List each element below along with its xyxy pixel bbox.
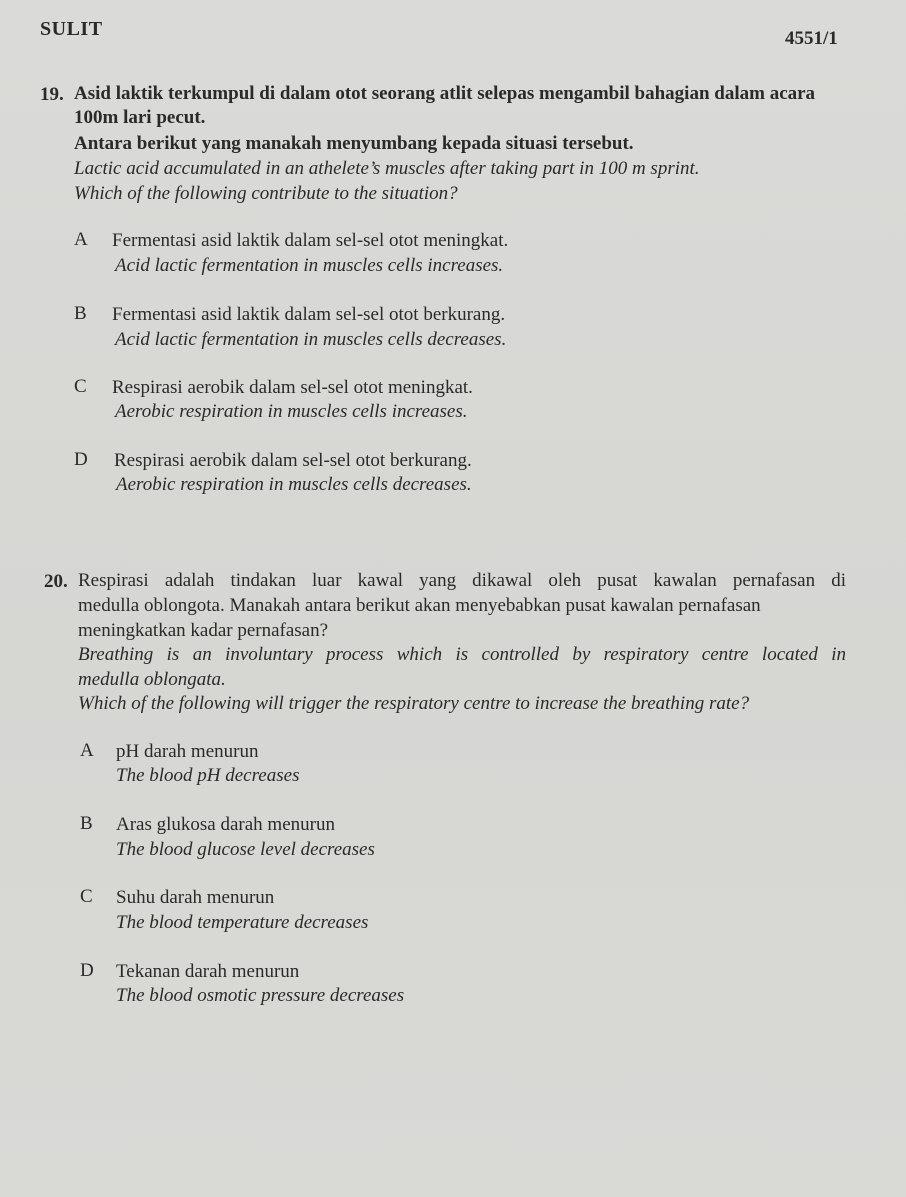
- question-20-stem-en-line1: Breathing is an involuntary process which is controlled by respiratory centre located in: [78, 644, 846, 665]
- q19-option-d-letter: D: [74, 449, 88, 470]
- q19-option-d-ms: Respirasi aerobik dalam sel-sel otot berkurang.: [114, 450, 472, 471]
- q20-option-c-en: The blood temperature decreases: [116, 912, 369, 933]
- q20-option-b-ms: Aras glukosa darah menurun: [116, 814, 335, 835]
- paper-code: 4551/1: [785, 28, 838, 49]
- q20-option-d-ms: Tekanan darah menurun: [116, 961, 300, 982]
- question-20-stem-en-line2: medulla oblongata.: [78, 669, 226, 690]
- q20-option-a-en: The blood pH decreases: [116, 765, 300, 786]
- q19-option-c-ms: Respirasi aerobik dalam sel-sel otot meningkat.: [112, 377, 473, 398]
- q19-option-b-letter: B: [74, 303, 87, 324]
- question-20-number: 20.: [44, 571, 68, 592]
- q19-option-a-ms: Fermentasi asid laktik dalam sel-sel otot meningkat.: [112, 230, 509, 251]
- question-19-stem-ms-line1: Asid laktik terkumpul di dalam otot seorang atlit selepas mengambil bahagian dalam acara: [74, 83, 816, 104]
- q19-option-b-ms: Fermentasi asid laktik dalam sel-sel otot berkurang.: [112, 304, 506, 325]
- question-19-question-en: Which of the following contribute to the situation?: [74, 183, 458, 204]
- q19-option-a-en: Acid lactic fermentation in muscles cells increases.: [115, 255, 504, 276]
- question-20-stem-ms-line1: Respirasi adalah tindakan luar kawal yang dikawal oleh pusat kawalan pernafasan di: [78, 570, 846, 591]
- q20-option-a-ms: pH darah menurun: [116, 741, 259, 762]
- question-19-stem-en: Lactic acid accumulated in an athelete’s muscles after taking part in 100 m sprint.: [74, 158, 700, 179]
- question-19-question-ms: Antara berikut yang manakah menyumbang kepada situasi tersebut.: [74, 133, 634, 154]
- question-20-stem-ms-line2: medulla oblongota. Manakah antara berikut akan menyebabkan pusat kawalan pernafasan: [78, 595, 761, 616]
- q19-option-d-en: Aerobic respiration in muscles cells decreases.: [116, 474, 472, 495]
- question-20-question-en: Which of the following will trigger the respiratory centre to increase the breathing rate?: [78, 693, 750, 714]
- q20-option-d-en: The blood osmotic pressure decreases: [116, 985, 405, 1006]
- question-20-stem-ms-line3: meningkatkan kadar pernafasan?: [78, 620, 329, 641]
- q19-option-b-en: Acid lactic fermentation in muscles cells decreases.: [115, 329, 507, 350]
- q20-option-d-letter: D: [80, 960, 94, 981]
- q20-option-b-en: The blood glucose level decreases: [116, 839, 375, 860]
- question-19-number: 19.: [40, 84, 64, 105]
- q19-option-a-letter: A: [74, 229, 88, 250]
- q20-option-a-letter: A: [80, 740, 94, 761]
- q19-option-c-en: Aerobic respiration in muscles cells increases.: [115, 401, 468, 422]
- q19-option-c-letter: C: [74, 376, 87, 397]
- q20-option-c-letter: C: [80, 886, 93, 907]
- question-19-stem-ms-line2: 100m lari pecut.: [74, 107, 206, 128]
- q20-option-c-ms: Suhu darah menurun: [116, 887, 275, 908]
- sulit-label: SULIT: [40, 18, 103, 40]
- q20-option-b-letter: B: [80, 813, 93, 834]
